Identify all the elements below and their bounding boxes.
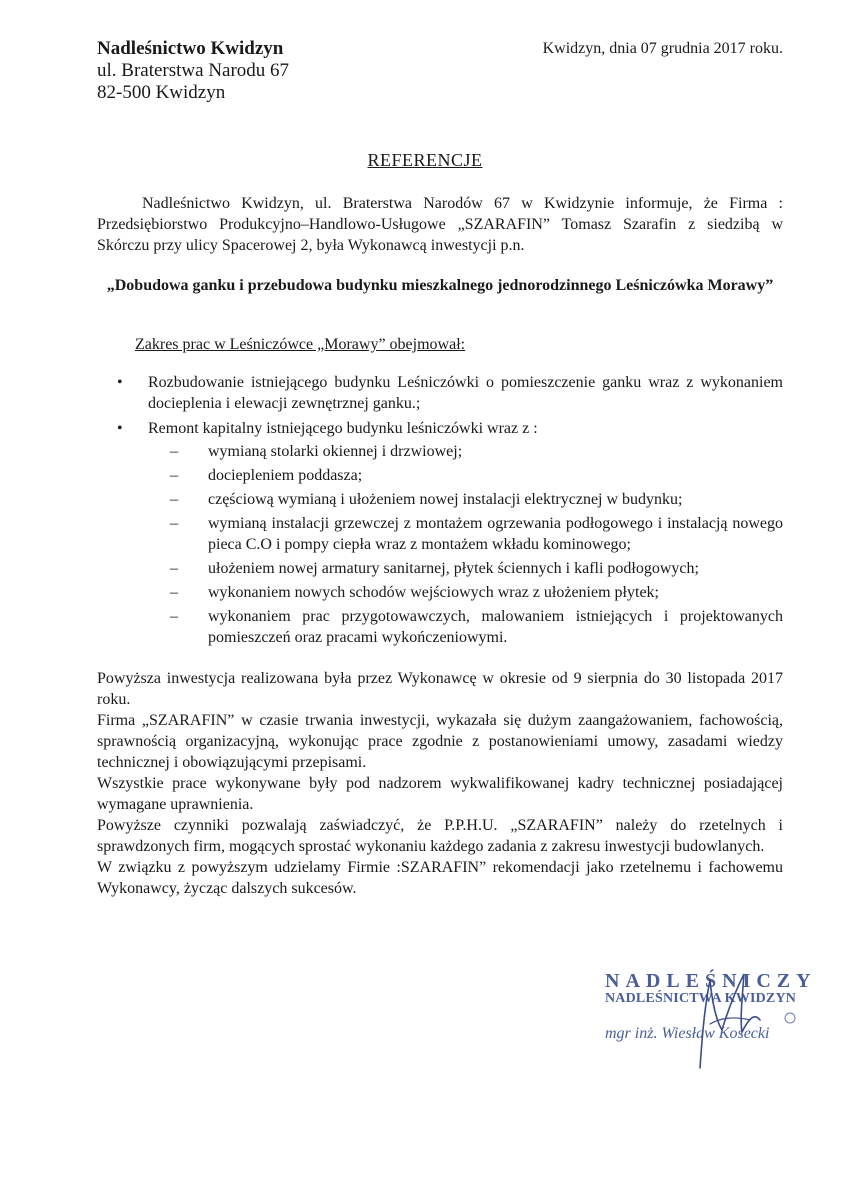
stamp-office: NADLEŚNICTWA KWIDZYN (605, 991, 797, 1006)
bullet-text: Rozbudowanie istniejącego budynku Leśniczówki o pomieszczenie ganku wraz z wykonaniem docieplenia i elewacji zewnętrznej ganku.; (148, 374, 783, 412)
body-paragraph: Firma „SZARAFIN” w czasie trwania inwestycji, wykazała się dużym zaangażowaniem, fachowością, sprawnością organizacyjną, wykonując prace zgodnie z postanowieniami umowy, zasadami wiedzy technicznej i obowiązującymi przepisami. (97, 712, 783, 771)
sub-item: – częściową wymianą i ułożeniem nowej instalacji elektrycznej w budynku; (158, 489, 783, 510)
renovation-sublist (148, 441, 783, 648)
scope-list (115, 372, 783, 652)
document-title: REFERENCJE (367, 150, 483, 170)
sub-item: – dociepleniem poddasza; (158, 465, 783, 486)
sub-item: – ułożeniem nowej armatury sanitarnej, płytek ściennych i kafli podłogowych; (158, 558, 783, 579)
scope-bullet (115, 418, 783, 648)
sub-item: – wykonaniem prac przygotowawczych, malowaniem istniejących i projektowanych pomieszczeń oraz pracami wykończeniowymi. (158, 606, 783, 648)
sender-block (97, 38, 289, 104)
bullet-text: Remont kapitalny istniejącego budynku leśniczówki wraz z : (148, 420, 538, 437)
intro-paragraph: Nadleśnictwo Kwidzyn, ul. Braterstwa Narodów 67 w Kwidzynie informuje, że Firma : Przedsiębiorstwo Produkcyjno–Handlowo-Usługowe „SZARAFIN” Tomasz Szarafin z siedzibą w Skórczu przy ulicy Spacerowej 2, była Wykonawcą inwestycji p.n. (97, 195, 783, 254)
stamp-title: NADLEŚNICZY (605, 970, 817, 992)
body-paragraph: Powyższa inwestycja realizowana była przez Wykonawcę w okresie od 9 sierpnia do 30 listopada 2017 roku. (97, 670, 783, 708)
sender-name: Nadleśnictwo Kwidzyn (97, 38, 284, 59)
sender-city: 82-500 Kwidzyn (97, 82, 226, 103)
scope-bullet (115, 372, 783, 414)
body-paragraph: Wszystkie prace wykonywane były pod nadzorem wykwalifikowanej kadry technicznej posiadającej wymagane uprawnienia. (97, 775, 783, 813)
project-title: „Dobudowa ganku i przebudowa budynku mieszkalnego jednorodzinnego Leśniczówka Morawy” (106, 277, 774, 294)
scope-heading: Zakres prac w Leśniczówce „Morawy” obejmował: (135, 336, 466, 353)
closing-body (97, 668, 783, 899)
handwritten-signature (640, 960, 800, 1080)
sub-item: – wymianą instalacji grzewczej z montażem ogrzewania podłogowego i instalacją nowego pieca C.O i pompy ciepła wraz z montażem wkładu kominowego; (158, 513, 783, 555)
body-paragraph: Powyższe czynniki pozwalają zaświadczyć, że P.P.H.U. „SZARAFIN” należy do rzetelnych i sprawdzonych firm, mogących sprostać wykonaniu każdego zadania z zakresu inwestycji budowlanych. (97, 817, 783, 855)
sub-item: – wymianą stolarki okiennej i drzwiowej; (158, 441, 783, 462)
sub-item: – wykonaniem nowych schodów wejściowych wraz z ułożeniem płytek; (158, 582, 783, 603)
letter-date: Kwidzyn, dnia 07 grudnia 2017 roku. (542, 40, 783, 57)
sender-street: ul. Braterstwa Narodu 67 (97, 60, 290, 81)
stamp-signatory: mgr inż. Wiesław Kosecki (605, 1025, 770, 1042)
body-paragraph: W związku z powyższym udzielamy Firmie :SZARAFIN” rekomendacji jako rzetelnemu i fachowemu Wykonawcy, życząc dalszych sukcesów. (97, 859, 783, 897)
